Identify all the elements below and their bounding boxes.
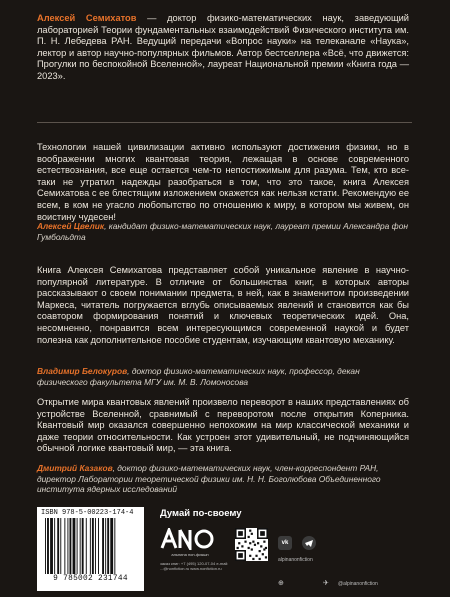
publisher-logo-icon bbox=[160, 528, 216, 550]
divider bbox=[37, 122, 412, 123]
quote-credentials: , доктор физико-математических наук, член-корреспондент РАН, директор Лаборатории теоретической физики им. Н. Н. Боголюбова Объединенного института ядерных исследований bbox=[37, 463, 381, 495]
ean-number: 9 785002 231744 bbox=[53, 575, 128, 583]
author-bio bbox=[37, 13, 409, 83]
telegram-icon bbox=[302, 536, 316, 550]
barcode-bars bbox=[45, 518, 139, 574]
publisher-name: альпина нон-фикшн bbox=[171, 552, 209, 557]
quote-signature bbox=[37, 463, 409, 495]
publisher-contact: заказ книг: +7 (495) 120-07-04 e-mail: ...@nonfiction.ru www.nonfiction.ru bbox=[160, 561, 229, 571]
slogan: Думай по-своему bbox=[160, 508, 242, 519]
globe-icon: ⊕ bbox=[278, 580, 284, 587]
quote-text: Книга Алексея Семихатова представляет собой уникальное явление в научно-популярной литературе. В отличие от большинства книг, в которых авторы рассказывают о своем понимании предмета, в ней, как в знаменитом произведении Маркеса, читатель погружается вглубь описываемых явлений и становится как бы соавтором формирования понятий и ключевых теоретических идей. Она, несомненно, понравится всем интересующимся современной наукой и будет полезна как дополнительное пособие студентам, изучающим квантовую механику. bbox=[37, 265, 409, 345]
quote-signature bbox=[37, 221, 409, 242]
quote-author: Владимир Белокуров bbox=[37, 366, 128, 376]
social-handle: @alpinanonfiction bbox=[338, 581, 378, 587]
quote-author: Дмитрий Казаков bbox=[37, 463, 113, 473]
barcode bbox=[37, 507, 144, 591]
qr-code-icon bbox=[235, 528, 268, 561]
quote-text: Технологии нашей цивилизации активно используют достижения физики, но в воображении многих квантовая теория, лежащая в основе современного естествознания, все еще остается чем-то непостижимым для разума. Тем, кто все-таки не утратил надежды разобраться в том, что это такое, книга Алексея Семихатова с ее блестящим изложением окажется как нельзя кстати. Рекомендую ее всем, в ком не угасло любопытство по отношению к миру, в котором мы живем, он воистину чудесен! bbox=[37, 142, 409, 222]
telegram-small-icon: ✈ bbox=[323, 580, 329, 587]
vk-icon: vk bbox=[278, 536, 292, 550]
author-bio-text: — доктор физико-математических наук, заведующий лабораторией Теории фундаментальных взаимодействий Физического института им. П. Н. Лебедева РАН. Ведущий передачи «Вопрос науки» на телеканале «Наука», лектор и автор научно-популярных фильмов. Автор бестселлера «Всё, что движется: Прогулки по беспокойной Вселенной», лауреат Национальной премии «Книга года — 2023». bbox=[37, 13, 409, 81]
quote-text: Открытие мира квантовых явлений произвело переворот в наших представлениях об устройстве Вселенной, сравнимый с переворотом после открытия Коперника. Квантовый мир оказался совершенно непохожим на мир классической механики и даже теории относительности. Как устроен этот удивительный, не подчиняющийся обычной логике квантовый мир, — эта книга. bbox=[37, 397, 409, 454]
quote-signature bbox=[37, 366, 409, 387]
quote-credentials: , кандидат физико-математических наук, лауреат премии Александра фон Гумбольдта bbox=[37, 221, 409, 242]
quote-credentials: , доктор физико-математических наук, профессор, декан физического факультета МГУ им. М. В. Ломоносова bbox=[37, 366, 360, 387]
social-site: alpinanonfiction bbox=[278, 557, 313, 563]
author-name: Алексей Семихатов bbox=[37, 13, 137, 23]
isbn: ISBN 978-5-00223-174-4 bbox=[41, 509, 134, 517]
quote-author: Алексей Цвелик bbox=[37, 221, 105, 231]
